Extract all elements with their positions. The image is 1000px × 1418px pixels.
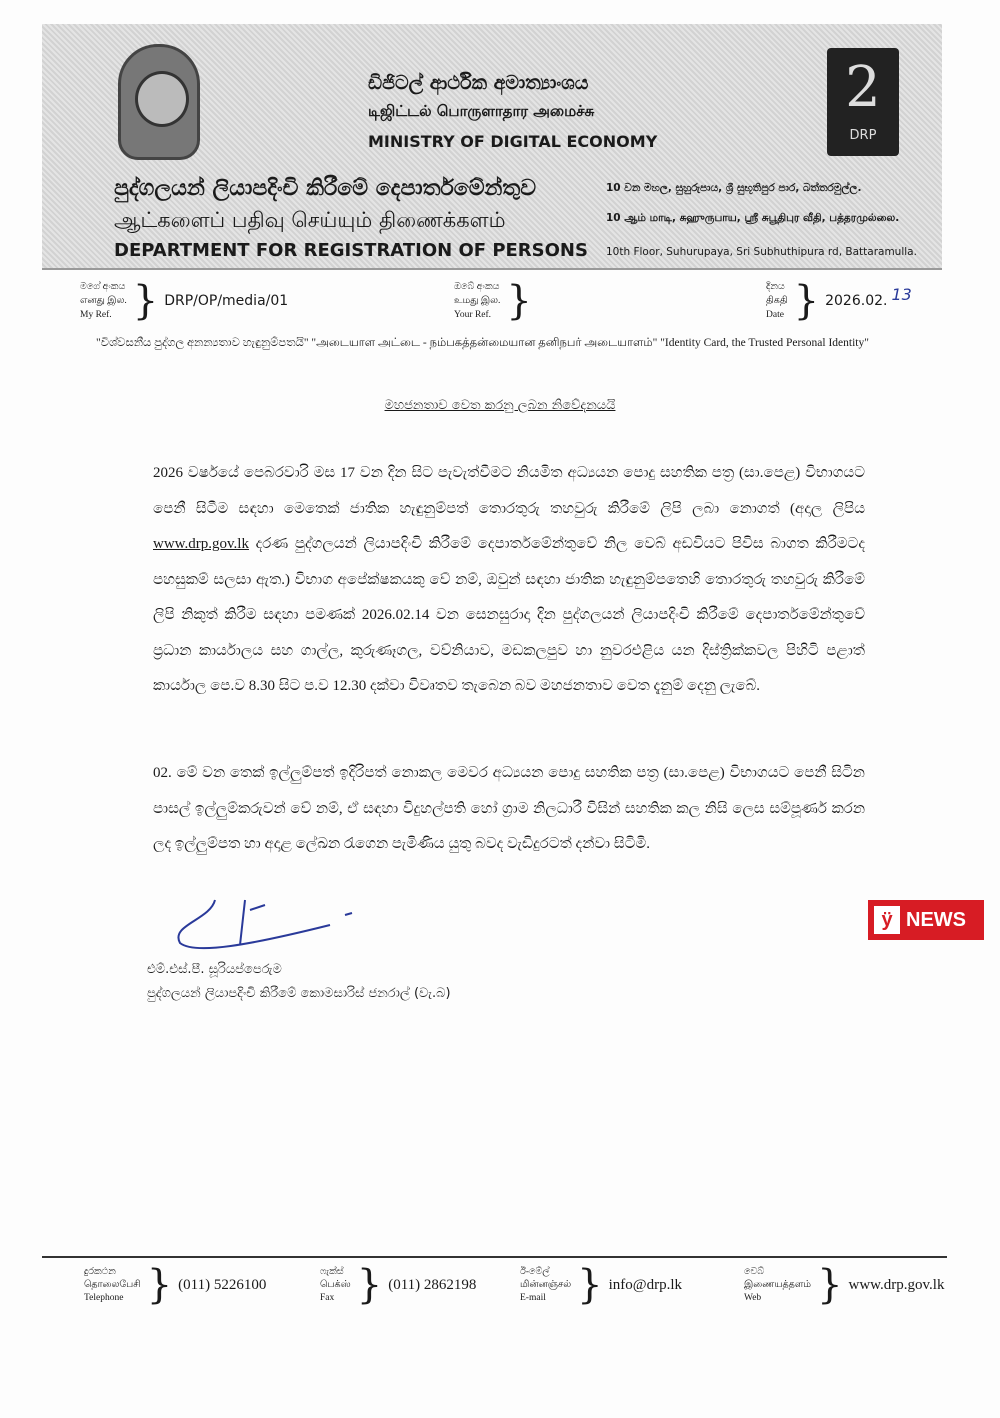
ministry-name-ta: டிஜிட்டல் பொருளாதார அமைச்சு: [368, 102, 595, 120]
news-logo-icon: ÿ: [874, 906, 900, 934]
signatory-block: [147, 958, 451, 1006]
footer-telephone: දුරකථන தொலைபேசி Telephone } (011) 5226100: [84, 1262, 267, 1308]
dept-name-ta: ஆட்களைப் பதிவு செய்யும் திணைக்களம்: [114, 208, 506, 232]
ministry-name-en: MINISTRY OF DIGITAL ECONOMY: [368, 132, 658, 151]
notice-title: මහජනතාව වෙත කරනු ලබන නිවේදනයයි: [384, 398, 616, 413]
state-emblem-icon: [118, 44, 200, 160]
address-si: 10 වන මහල, සුහුරුපාය, ශ්‍රී සුභූතිපුර පාර, බත්තරමුල්ල.: [606, 182, 862, 194]
your-ref: ඔබේ අංකය உமது இல. Your Ref. }: [454, 278, 532, 324]
address-en: 10th Floor, Suhurupaya, Sri Subhuthipura rd, Battaramulla.: [606, 246, 917, 258]
dept-name-si: පුද්ගලයන් ලියාපදිංචි කිරීමේ දෙපාර්තමේන්තුව: [114, 176, 537, 201]
signatory-position: පුද්ගලයන් ලියාපදිංචි කිරීමේ කොමසාරිස් ජනරාල් (වැ.බ): [147, 986, 451, 1001]
footer-fax: ෆැක්ස් பெக்ஸ் Fax } (011) 2862198: [320, 1262, 477, 1308]
signature: [170, 895, 360, 955]
address-ta: 10 ஆம் மாடி, சுஹுருபாய, ஸ்ரீ சுபூதிபுர வீதி, பத்தரமுல்லை.: [606, 212, 900, 224]
reference-row: [80, 280, 940, 325]
signatory-name: එම්.එස්.පී. සූරියප්පෙරුම: [147, 962, 282, 977]
ministry-name-si: ඩිජිටල් ආර්ථික අමාත්‍යාංශය: [368, 72, 589, 94]
dept-name-en: DEPARTMENT FOR REGISTRATION OF PERSONS: [114, 240, 588, 261]
swan-logo-icon: 2: [845, 55, 881, 120]
paragraph-2: 02. මේ වන තෙක් ඉල්ලුම්පත් ඉදිරිපත් නොකල මෙවර අධ්‍යයන පොදු සහතික පත්‍ර (සා.පෙළ) විභාගයට පෙනී සිටින පාසල් ඉල්ලුම්කරුවන් වේ නම්, ඒ සඳහා විදුහල්පති හෝ ග්‍රාම නිලධාරී විසින් සහතික කල නිසි ලෙස සම්පූර්ණ කරන ලද ඉල්ලුම්පත හා අදාළ ලේඛන රැගෙන පැමිණිය යුතු බවද වැඩිදුරටත් දන්වා සිටිමි.: [153, 765, 865, 852]
motto: "විශ්වසනීය පුද්ගල අනන්‍යතාව හැඳුනුම්පතයි" "அடையாள அட்டை - நம்பகத்தன்மையான தனிநபர் அடையாளம்" "Identity Card, the Trusted Personal Identity": [96, 337, 869, 349]
paragraph-1: 2026 වර්ෂයේ පෙබරවාරි මස 17 වන දින සිට පැවැත්වීමට නියමිත අධ්‍යයන පොදු සහතික පත්‍ර (සා.පෙළ) විභාගයට පෙනී සිටීම සඳහා මෙතෙක් ජාතික හැඳුනුම්පත් තොරතුරු තහවුරු කිරීමේ ලිපි ලබා නොගත් (අදාල ලිපිය www.drp.gov.lk දරණ පුද්ගලයන් ලියාපදිංචි කිරීමේ දෙපාර්තමේන්තුවේ නිල වෙබ් අඩවියට පිවිස බාගත කිරීමටද පහසුකම් සලසා ඇත.) විභාග අපේක්ෂකයකු වේ නම්, ඔවුන් සඳහා ජාතික හැඳුනුම්පතෙහි තොරතුරු තහවුරු කිරීමේ ලිපි නිකුත් කිරීම සඳහා පමණක් 2026.02.14 වන සෙනසුරාදා දින පුද්ගලයන් ලියාපදිංචි කිරීමේ දෙපාර්තමේන්තුවේ ප්‍රධාන කාර්යාලය සහ ගාල්ල, කුරුණෑගල, වව්නියාව, මඩකලපුව හා නුවරඑළිය යන දිස්ත්‍රික්කවල පිහිටි පළාත් කාර්යාල පෙ.ව 8.30 සිට ප.ව 12.30 දක්වා විවෘතව තැබෙන බව මහජනතාව වෙත දැනුම් දෙනු ලැබේ.: [153, 465, 865, 694]
footer-divider: [42, 1256, 947, 1258]
news-watermark-badge: ÿ NEWS: [868, 900, 984, 940]
my-ref: මගේ අංකය எனது இல. My Ref. } DRP/OP/media/01: [80, 278, 289, 324]
drp-logo: 2 DRP: [827, 48, 899, 156]
letterhead: [42, 24, 942, 270]
footer-web: වෙබ් இணையத்தளம் Web } www.drp.gov.lk: [744, 1262, 945, 1308]
handwritten-day: 13: [891, 284, 912, 304]
drp-website-link[interactable]: www.drp.gov.lk: [153, 536, 249, 552]
footer-email: ඊ-මේල් மின்னஞ்சல் E-mail } info@drp.lk: [520, 1262, 682, 1308]
date-ref: දිනය திகதி Date } 2026.02. 13: [766, 278, 912, 324]
